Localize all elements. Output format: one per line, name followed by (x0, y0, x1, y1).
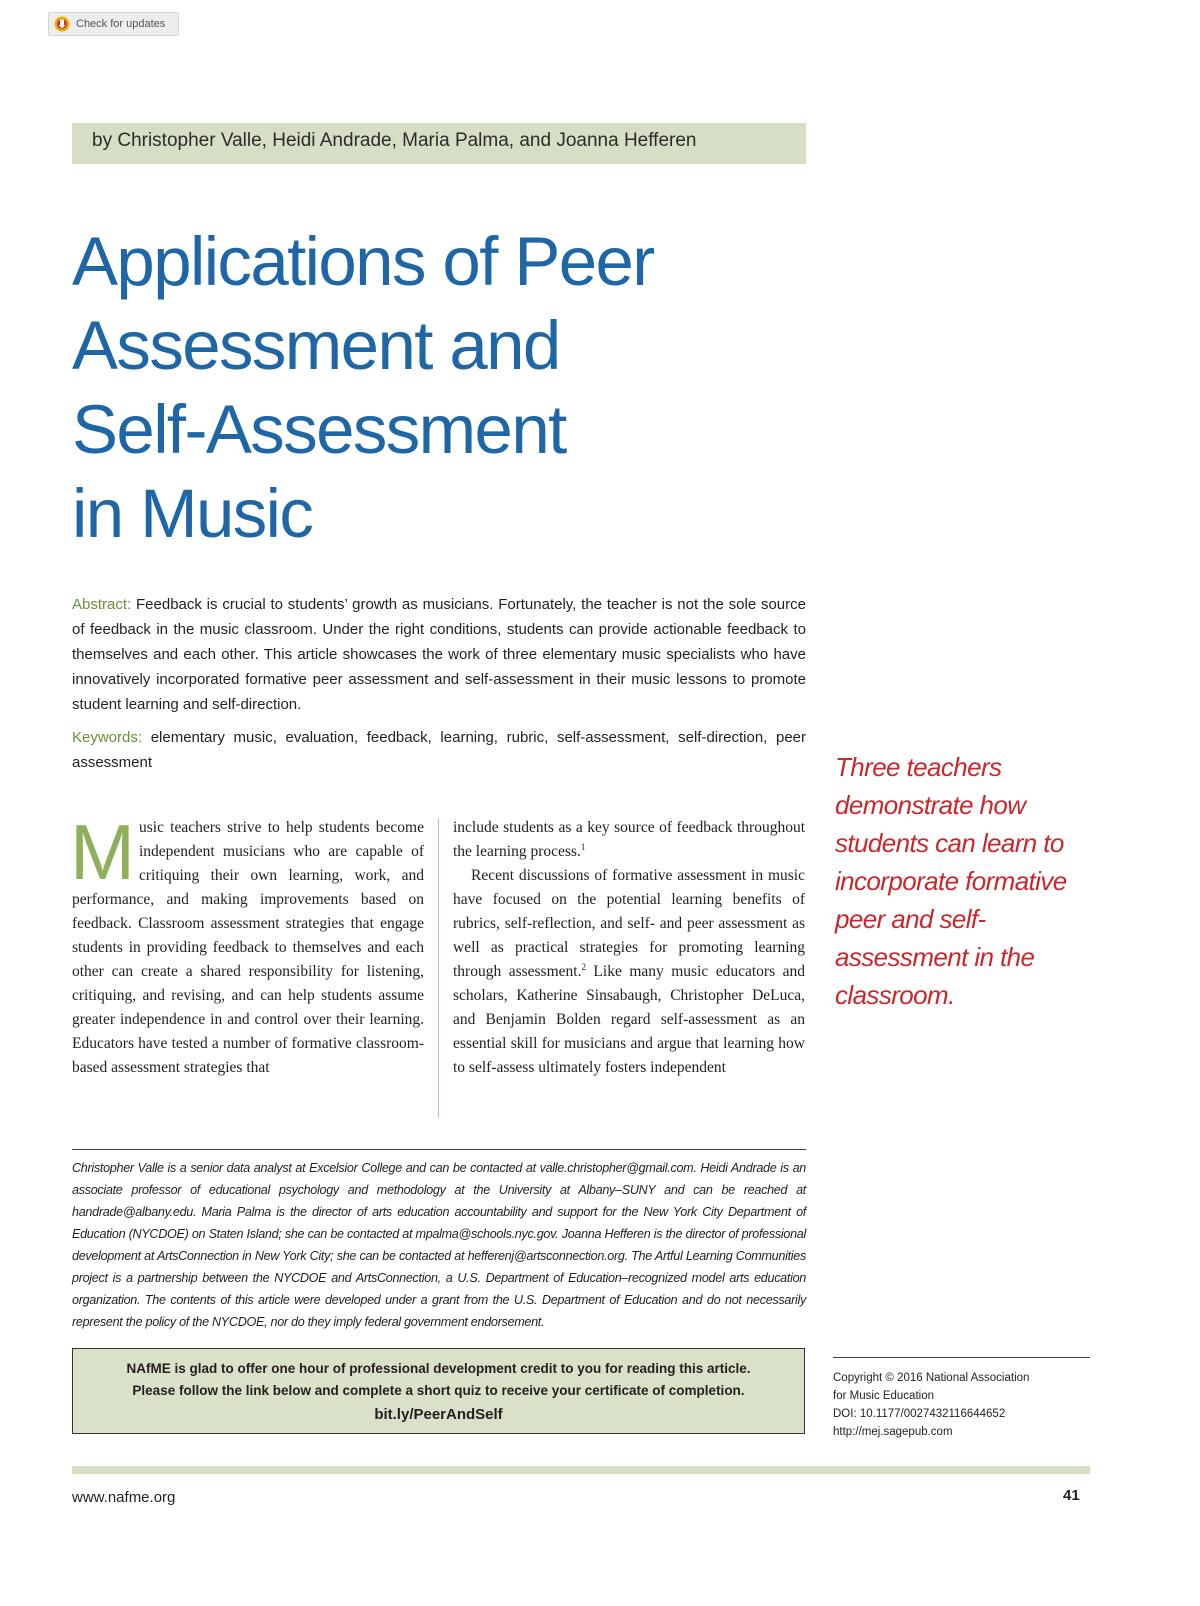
copyright-line: for Music Education (833, 1390, 934, 1402)
endnote-ref: 2 (581, 961, 586, 972)
body-text: Recent discussions of formative assessment in music have focused on the potential learning benefits of rubrics, self-reflection, and self- and peer assessment as well as practical strategies for promoting learning through assessment. (453, 867, 805, 980)
column-divider (438, 818, 439, 1118)
body-paragraph (453, 864, 805, 1080)
copyright-line: Copyright © 2016 National Association (833, 1372, 1030, 1384)
footer-bar (72, 1466, 1090, 1474)
check-for-updates-badge[interactable] (48, 12, 179, 36)
check-for-updates-label: Check for updates (76, 18, 166, 30)
pull-quote-line: students can learn to (835, 828, 1064, 858)
title-line: Assessment and (72, 307, 560, 384)
title-line: Applications of Peer (72, 223, 654, 300)
author-footnote: Christopher Valle is a senior data analyst at Excelsior College and can be contacted at valle.christopher@gmail.com. Heidi Andrade is an associate professor of educational psychology and methodology at the University at Albany–SUNY and can be reached at handrade@albany.edu. Maria Palma is the director of arts education accountability and support for the New York City Department of Education (NYCDOE) on Staten Island; she can be contacted at mpalma@schools.nyc.gov. Joanna Hefferen is the director of professional development at ArtsConnection in New York City; she can be contacted at hefferenj@artsconnection.org. The Artful Learning Communities project is a partnership between the NYCDOE and ArtsConnection, a U.S. Department of Education–recognized model arts education organization. The contents of this article were developed under a grant from the U.S. Department of Education and do not necessarily represent the policy of the NYCDOE, nor do they imply federal government endorsement. (72, 1161, 806, 1329)
pull-quote-line: incorporate formative (835, 866, 1067, 896)
ce-credit-line: NAfME is glad to offer one hour of professional development credit to you for reading this article. (126, 1361, 751, 1376)
ce-credit-link[interactable]: bit.ly/PeerAndSelf (374, 1406, 503, 1423)
keywords (72, 725, 806, 775)
body-text: usic teachers strive to help students become independent musicians who are capable of critiquing their own learning, work, and performance, and making improvements based on feedback. Classroom assessment strategies that engage students in providing feedback to themselves and each other can create a shared responsibility for listening, critiquing, and revising, and can help students assume greater independence in and control over their learning. Educators have tested a number of formative classroom-based assessment strategies that (72, 819, 424, 1076)
body-column-2 (453, 816, 805, 1080)
doi-line: DOI: 10.1177/0027432116644652 (833, 1408, 1006, 1420)
copyright-divider (833, 1357, 1090, 1358)
pull-quote-line: assessment in the (835, 942, 1035, 972)
footer-url[interactable]: www.nafme.org (72, 1489, 176, 1506)
title-line: in Music (72, 475, 313, 552)
ce-credit-box (72, 1348, 805, 1434)
body-paragraph (453, 819, 805, 860)
abstract-label: Abstract: (72, 596, 132, 613)
abstract (72, 592, 806, 717)
article-title (72, 220, 832, 556)
byline: by Christopher Valle, Heidi Andrade, Maria Palma, and Joanna Hefferen (72, 123, 806, 164)
pull-quote-line: demonstrate how (835, 790, 1026, 820)
endnote-ref: 1 (580, 841, 586, 852)
pull-quote-line: Three teachers (835, 752, 1002, 782)
abstract-text: Feedback is crucial to students’ growth as musicians. Fortunately, the teacher is not the sole source of feedback in the music classroom. Under the right conditions, students can provide actionable feedback to themselves and each other. This article showcases the work of three elementary music specialists who have innovatively incorporated formative peer assessment and self-assessment in their music lessons to promote student learning and self-direction. (72, 596, 806, 713)
keywords-text: elementary music, evaluation, feedback, learning, rubric, self-assessment, self-direction, peer assessment (72, 729, 807, 771)
check-for-updates-icon (54, 16, 70, 32)
body-text: include students as a key source of feedback throughout the learning process. (453, 819, 805, 860)
drop-cap: M (70, 808, 135, 896)
title-line: Self-Assessment (72, 391, 566, 468)
pull-quote (835, 748, 1100, 1014)
ce-credit-line: Please follow the link below and complete a short quiz to receive your certificate of completion. (132, 1383, 745, 1398)
pull-quote-line: peer and self- (835, 904, 986, 934)
keywords-label: Keywords: (72, 729, 143, 746)
body-text: Like many music educators and scholars, Katherine Sinsabaugh, Christopher DeLuca, and Benjamin Bolden regard self-assessment as an essential skill for musicians and argue that learning how to self-assess ultimately fosters independent (453, 963, 805, 1076)
body-column-1 (70, 808, 424, 1080)
footnote-divider (72, 1149, 806, 1150)
journal-url[interactable]: http://mej.sagepub.com (833, 1426, 953, 1438)
pull-quote-line: classroom. (835, 980, 955, 1010)
page-number: 41 (1063, 1487, 1080, 1504)
copyright-block (833, 1369, 1093, 1441)
